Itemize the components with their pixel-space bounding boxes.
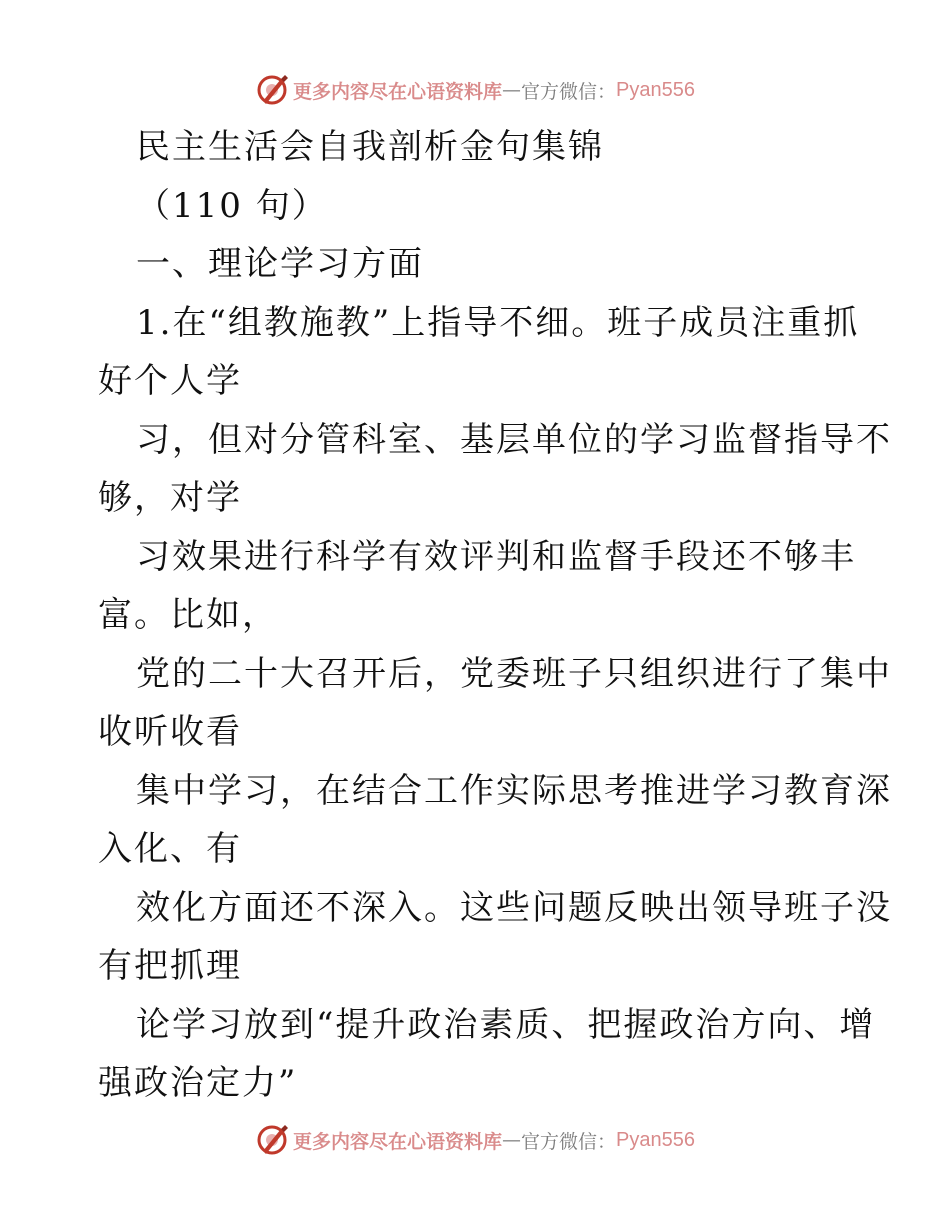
banner-sub-text: 官方微信：	[521, 80, 617, 103]
pen-logo-icon	[255, 1123, 289, 1157]
text-line: 论学习放到“提升政治素质、把握政治方向、增	[136, 1004, 876, 1045]
banner-main-text: 更多内容尽在心语资料库	[293, 1130, 503, 1153]
banner-dash: —	[502, 1129, 522, 1151]
banner-sub-text: 官方微信：	[521, 1130, 617, 1153]
text-line: 党的二十大召开后，党委班子只组织进行了集中	[136, 653, 892, 694]
document-title: 民主生活会自我剖析金句集锦	[136, 127, 604, 167]
pen-logo-icon	[255, 73, 289, 107]
document-body	[98, 118, 892, 1113]
text-line: 习效果进行科学有效评判和监督手段还不够丰	[136, 536, 856, 577]
text-line: 富。比如，	[98, 595, 278, 635]
text-line: 集中学习，在结合工作实际思考推进学习教育深	[136, 770, 892, 811]
document-subtitle: （110 句）	[136, 185, 328, 226]
footer-banner	[0, 1120, 950, 1160]
text-line: 收听收看	[98, 712, 242, 752]
banner-dash: —	[502, 79, 522, 101]
text-line: 够，对学	[98, 478, 242, 518]
header-banner	[0, 70, 950, 110]
banner-wechat-id: Pyan556	[616, 78, 695, 101]
text-line: 好个人学	[98, 361, 242, 401]
text-line: 有把抓理	[98, 946, 242, 986]
text-line: 1.在“组教施教”上指导不细。班子成员注重抓	[136, 302, 860, 343]
text-line: 效化方面还不深入。这些问题反映出领导班子没	[136, 887, 892, 928]
banner-main-text: 更多内容尽在心语资料库	[293, 80, 503, 103]
section-heading: 一、理论学习方面	[136, 244, 424, 284]
text-line: 强政治定力”	[98, 1063, 298, 1103]
text-line: 入化、有	[98, 829, 242, 869]
text-line: 习，但对分管科室、基层单位的学习监督指导不	[136, 419, 892, 460]
banner-wechat-id: Pyan556	[616, 1128, 695, 1151]
